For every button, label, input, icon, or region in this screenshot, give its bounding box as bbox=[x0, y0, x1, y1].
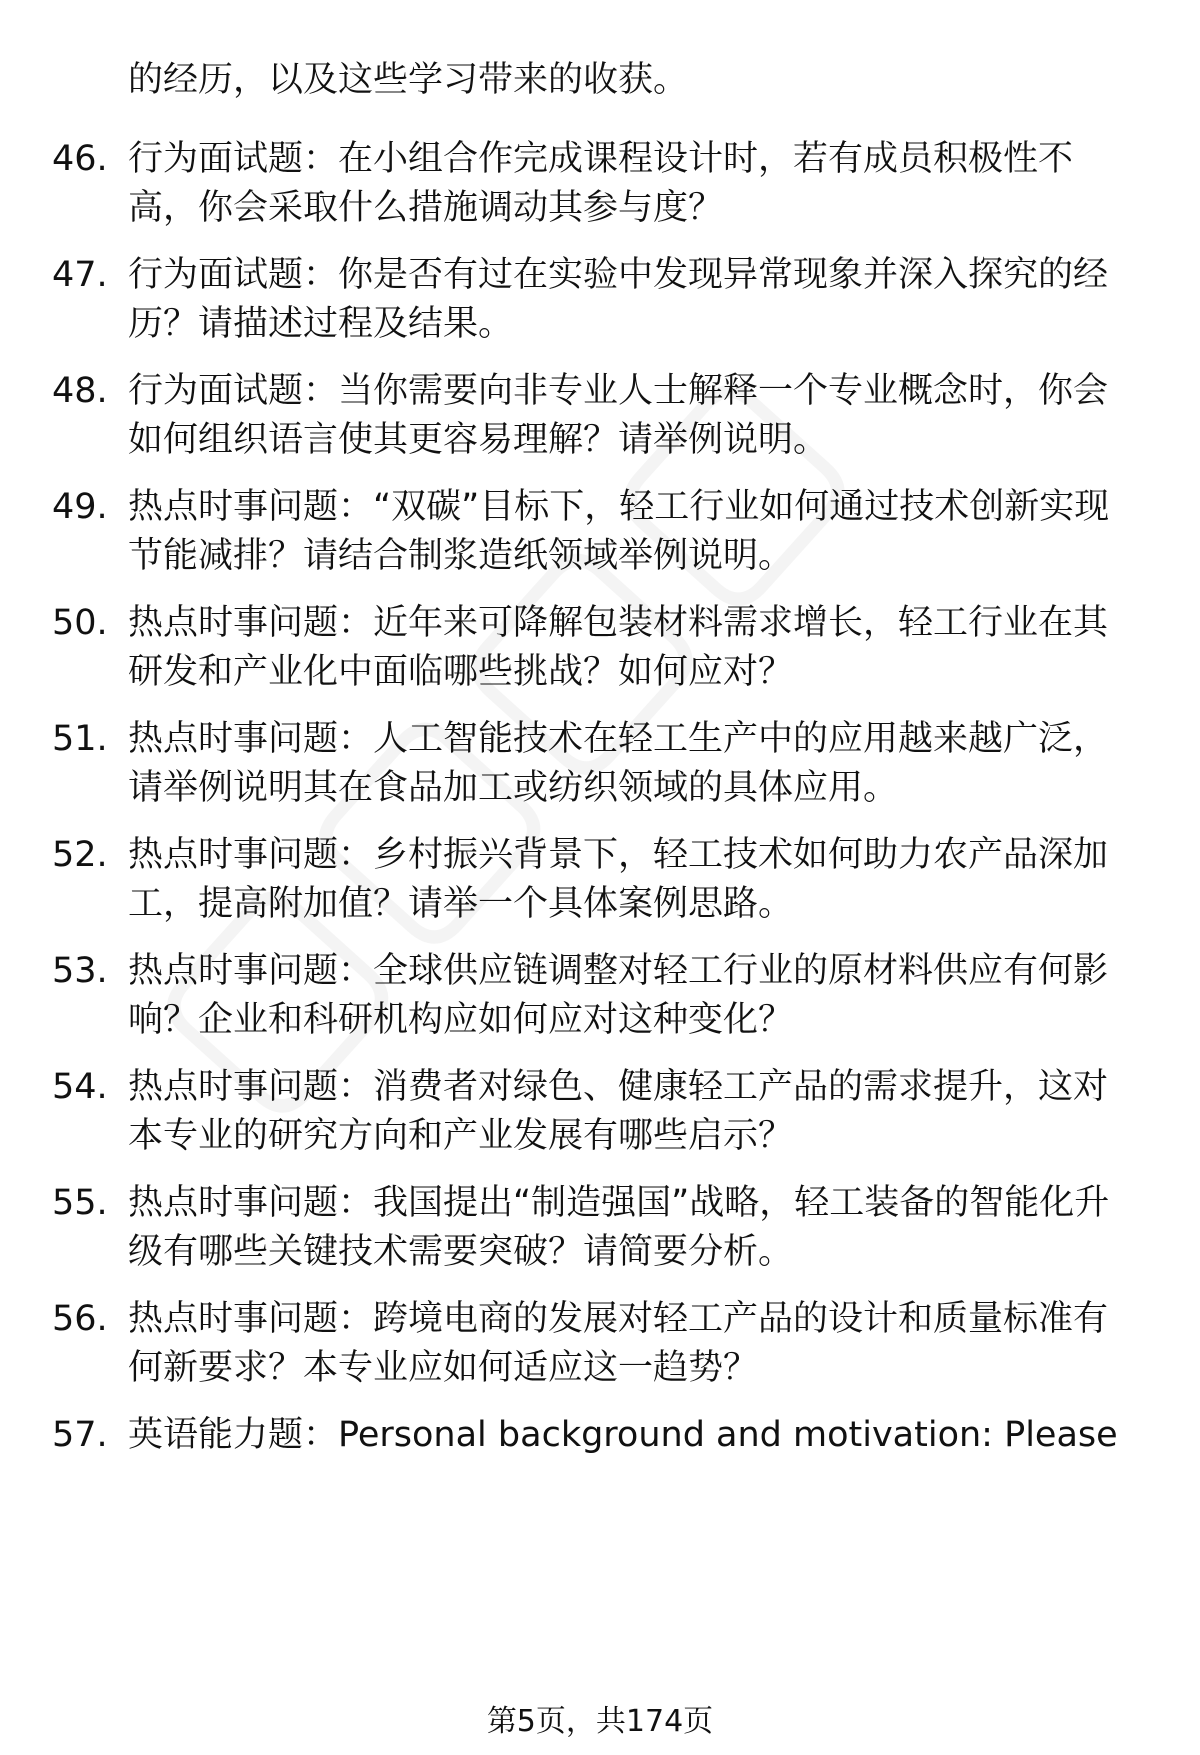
question-text: 行为面试题：当你需要向非专业人士解释一个专业概念时，你会如何组织语言使其更容易理解？请举例说明。 bbox=[128, 371, 1109, 460]
question-number: 54. bbox=[52, 1067, 108, 1107]
question-text: 热点时事问题：我国提出“制造强国”战略，轻工装备的智能化升级有哪些关键技术需要突破？请简要分析。 bbox=[128, 1183, 1110, 1272]
question-number: 47. bbox=[52, 255, 108, 295]
question-number: 50. bbox=[52, 603, 108, 643]
question-text: 热点时事问题：消费者对绿色、健康轻工产品的需求提升，这对本专业的研究方向和产业发展有哪些启示？ bbox=[128, 1067, 1109, 1156]
question-text: 热点时事问题：乡村振兴背景下，轻工技术如何助力农产品深加工，提高附加值？请举一个具体案例思路。 bbox=[128, 835, 1109, 924]
question-text: 热点时事问题：全球供应链调整对轻工行业的原材料供应有何影响？企业和科研机构应如何应对这种变化？ bbox=[128, 951, 1109, 1040]
question-text: 英语能力题：Personal background and motivation: Please bbox=[128, 1415, 1118, 1455]
question-text: 热点时事问题：人工智能技术在轻工生产中的应用越来越广泛，请举例说明其在食品加工或纺织领域的具体应用。 bbox=[128, 719, 1109, 808]
question-text: 热点时事问题：跨境电商的发展对轻工产品的设计和质量标准有何新要求？本专业应如何适应这一趋势？ bbox=[128, 1299, 1109, 1388]
question-number: 52. bbox=[52, 835, 108, 875]
question-number: 48. bbox=[52, 371, 108, 411]
question-number: 55. bbox=[52, 1183, 108, 1223]
continuation-text: 的经历，以及这些学习带来的收获。 bbox=[128, 60, 689, 100]
question-text: 热点时事问题：“双碳”目标下，轻工行业如何通过技术创新实现节能减排？请结合制浆造纸领域举例说明。 bbox=[128, 487, 1110, 576]
question-number: 57. bbox=[52, 1415, 108, 1455]
question-number: 49. bbox=[52, 487, 108, 527]
page-footer: 第5页，共174页 bbox=[486, 1704, 714, 1739]
question-number: 56. bbox=[52, 1299, 108, 1339]
question-number: 51. bbox=[52, 719, 108, 759]
question-number: 53. bbox=[52, 951, 108, 991]
question-text: 行为面试题：你是否有过在实验中发现异常现象并深入探究的经历？请描述过程及结果。 bbox=[128, 255, 1109, 344]
question-text: 行为面试题：在小组合作完成课程设计时，若有成员积极性不高，你会采取什么措施调动其参与度？ bbox=[128, 139, 1074, 228]
question-number: 46. bbox=[52, 139, 108, 179]
question-text: 热点时事问题：近年来可降解包装材料需求增长，轻工行业在其研发和产业化中面临哪些挑战？如何应对？ bbox=[128, 603, 1109, 692]
